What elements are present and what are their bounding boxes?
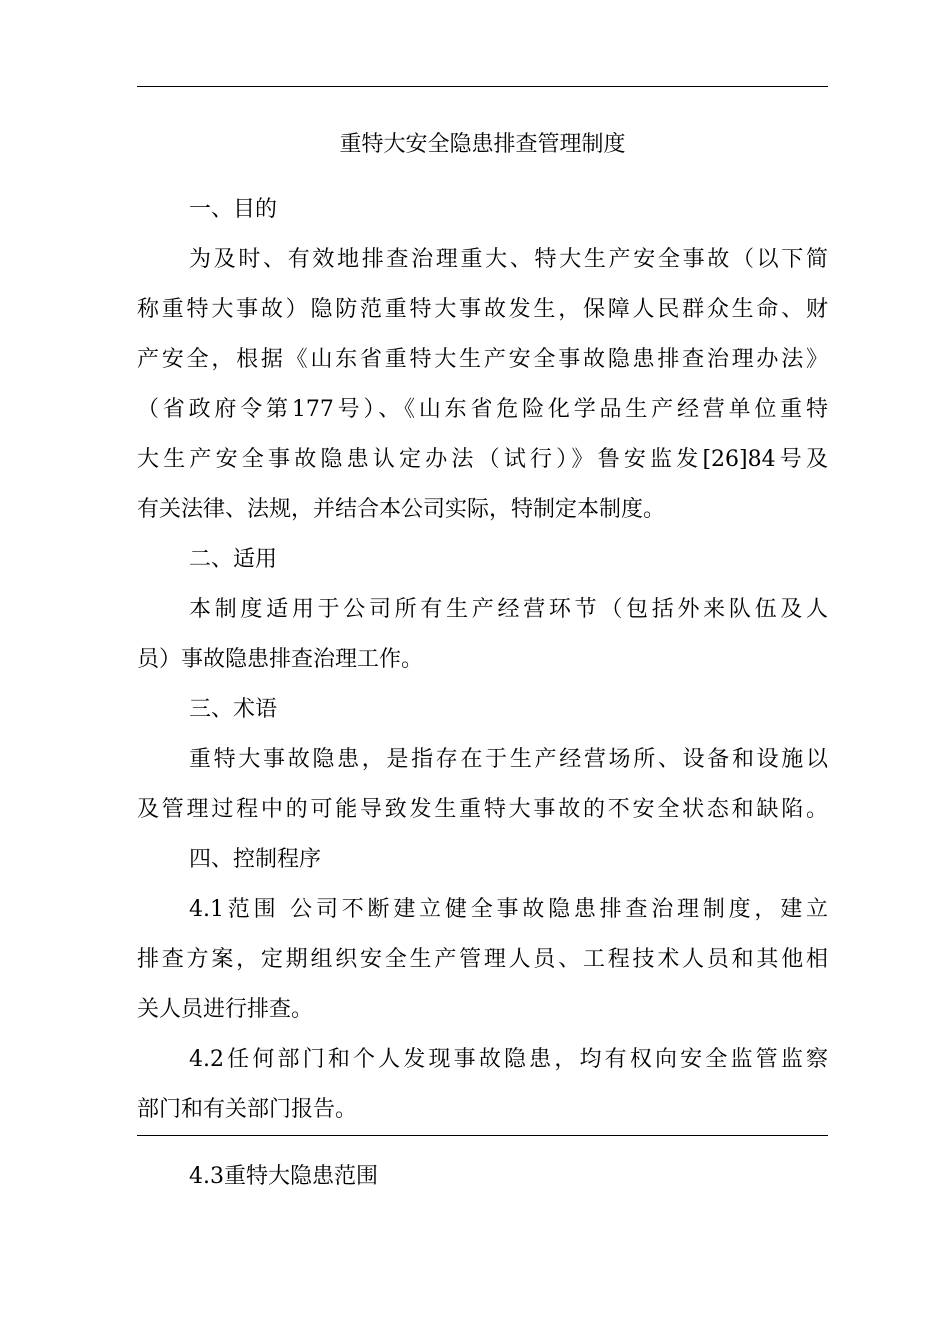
paragraph-line: 二、适用 xyxy=(189,547,278,572)
page-break-rule xyxy=(137,1135,828,1136)
paragraph-line: 三、术语 xyxy=(189,697,278,722)
paragraph-line: 本制度适用于公司所有生产经营环节（包括外来队伍及人 xyxy=(189,597,828,622)
paragraph-line: 大生产安全事故隐患认定办法（试行）》鲁安监发[26]84号及 xyxy=(137,447,828,472)
paragraph-line: 重特大事故隐患，是指存在于生产经营场所、设备和设施以 xyxy=(189,747,828,772)
paragraph-line: 4.2任何部门和个人发现事故隐患，均有权向安全监管监察 xyxy=(189,1047,828,1072)
paragraph-line: 四、控制程序 xyxy=(189,847,322,872)
top-page-rule xyxy=(137,86,828,87)
paragraph-line: 为及时、有效地排查治理重大、特大生产安全事故（以下简 xyxy=(189,247,828,272)
paragraph-line: 关人员进行排查。 xyxy=(137,997,314,1022)
document-body xyxy=(137,185,828,1135)
document-title: 重特大安全隐患排查管理制度 xyxy=(339,132,626,157)
paragraph-line: 4.1范围 公司不断建立健全事故隐患排查治理制度，建立 xyxy=(189,897,828,922)
paragraph-line: （省政府令第177号）、《山东省危险化学品生产经营单位重特 xyxy=(137,397,828,422)
paragraph-line: 及管理过程中的可能导致发生重特大事故的不安全状态和缺陷。 xyxy=(137,797,828,822)
paragraph-line: 称重特大事故）隐防范重特大事故发生，保障人民群众生命、财 xyxy=(137,297,828,322)
paragraph-line: 产安全，根据《山东省重特大生产安全事故隐患排查治理办法》 xyxy=(137,347,828,372)
paragraph-line: 部门和有关部门报告。 xyxy=(137,1097,358,1122)
paragraph-line: 排查方案，定期组织安全生产管理人员、工程技术人员和其他相 xyxy=(137,947,828,972)
paragraph-line: 4.3重特大隐患范围 xyxy=(189,1164,378,1189)
next-page-content xyxy=(137,1152,828,1202)
paragraph-line: 员）事故隐患排查治理工作。 xyxy=(137,647,424,672)
paragraph-line: 一、目的 xyxy=(189,197,278,222)
paragraph-line: 有关法律、法规，并结合本公司实际，特制定本制度。 xyxy=(137,497,666,522)
